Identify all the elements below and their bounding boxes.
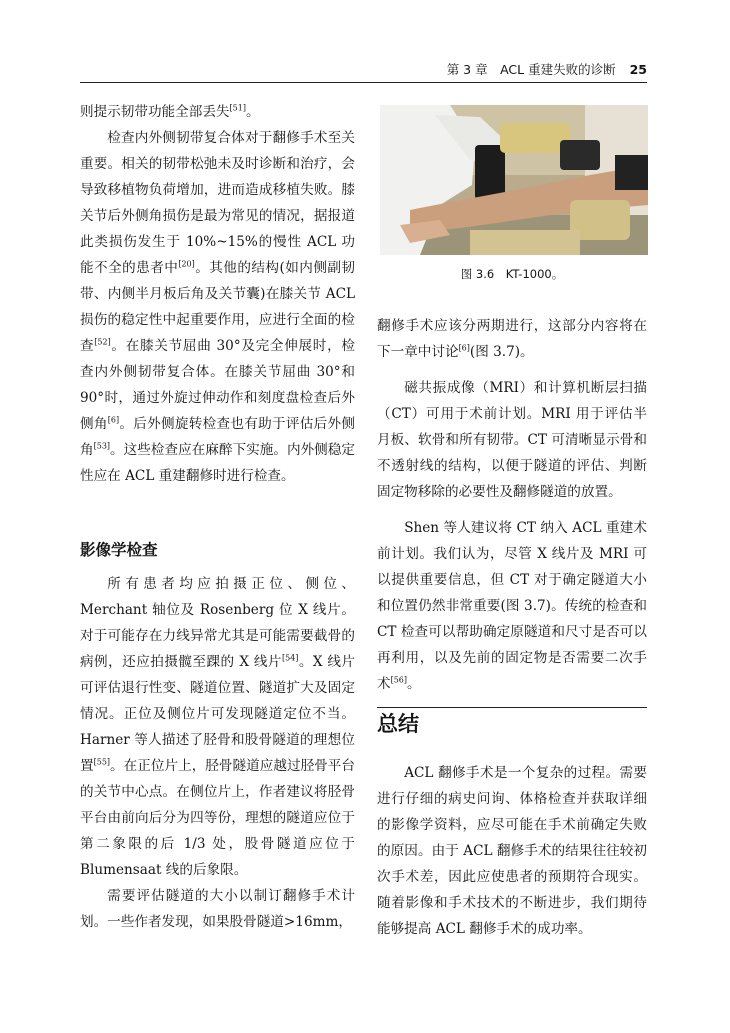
right-paragraph-4: ACL 翻修手术是一个复杂的过程。需要进行仔细的病史问询、体格检查并获取详细的影像学资料，应尽可能在手术前确定失败的原因。由于 ACL 翻修手术的结果往往较初次手术差，因此应使患者的预期符合现实。随着影像和手术技术的不断进步，我们期待能够提高 ACL 翻修手术的成功率。 [377,765,647,937]
section-rule [377,707,647,708]
citation: [20] [178,259,195,269]
citation: [52] [94,337,111,347]
left-paragraph-2: 检查内外侧韧带复合体对于翻修手术至关重要。相关的韧带松弛未及时诊断和治疗，会导致移植物负荷增加，进而造成移植失败。膝关节后外侧角损伤是最为常见的情况，据报道此类损伤发生于 10%~15%的慢性 ACL 功能不全的患者中[20]。其他的结构(如内侧副韧带、内侧半月板后角及关节囊)在膝关节 ACL 损伤的稳定性中起重要作用，应进行全面的检查[52]。在膝关节屈曲 30°及完全伸展时，检查内外侧韧带复合体。在膝关节屈曲 30°和 90°时，通过外旋过伸动作和刻度盘检查后外侧角[6]。后外侧旋转检查也有助于评估后外侧角[53]。这些检查应在麻醉下实施。内外侧稳定性应在 ACL 重建翻修时进行检查。 [80,130,356,484]
right-paragraph-3: Shen 等人建议将 CT 纳入 ACL 重建术前计划。我们认为，尽管 X 线片及 MRI 可以提供重要信息，但 CT 对于确定隧道大小和位置仍然非常重要(图 3.7)。传统的检查和 CT 检查可以帮助确定原隧道和尺寸是否可以再利用，以及先前的固定物是否需要二次手术[56]。 [377,520,647,692]
right-paragraph-2: 磁共振成像（MRI）和计算机断层扫描（CT）可用于术前计划。MRI 用于评估半月板、软骨和所有韧带。CT 可清晰显示骨和不透射线的结构，以便于隧道的评估、判断固定物移除的必要性及翻修隧道的放置。 [377,380,647,500]
section-heading-summary: 总结 [377,712,419,736]
right-paragraph-1: 翻修手术应该分两期进行，这部分内容将在下一章中讨论[6](图 3.7)。 [377,318,647,360]
citation: [6] [458,343,470,353]
section-heading-imaging: 影像学检查 [80,541,158,559]
page-number: 25 [629,62,647,77]
left-paragraph-3: 所有患者均应拍摄正位、侧位、Merchant 轴位及 Rosenberg 位 X 线片。对于可能存在力线异常尤其是可能需要截骨的病例，还应拍摄髋至踝的 X 线片[54]。X 线片可评估退行性变、隧道位置、隧道扩大及固定情况。正位及侧位片可发现隧道定位不当。Harner 等人描述了胫骨和股骨隧道的理想位置[55]。在正位片上，胫骨隧道应越过胫骨平台的关节中心点。在侧位片上，作者建议将胫骨平台由前向后分为四等份，理想的隧道应位于第二象限的后 1/3 处，股骨隧道应位于 Blumensaat 线的后象限。 [80,576,355,878]
header-rule [80,82,647,83]
right-column [377,313,647,697]
citation: [54] [281,653,299,663]
chapter-title: 第 3 章 ACL 重建失败的诊断 [446,62,616,77]
citation: [56] [390,675,408,685]
citation: [51] [229,103,246,113]
right-column-lower [377,760,647,942]
citation: [6] [107,415,120,425]
running-header [80,60,647,80]
citation: [55] [93,757,111,767]
left-paragraph-4: 需要评估隧道的大小以制订翻修手术计划。一些作者发现，如果股骨隧道>16mm， [80,888,355,930]
left-column [80,99,355,489]
left-column-lower [80,571,355,935]
citation: [53] [93,441,111,451]
figure-photo-kt1000 [380,105,648,255]
left-paragraph-1: 则提示韧带功能全部丢失[51]。 [80,103,260,120]
figure-caption: 图 3.6 KT-1000。 [460,267,564,281]
